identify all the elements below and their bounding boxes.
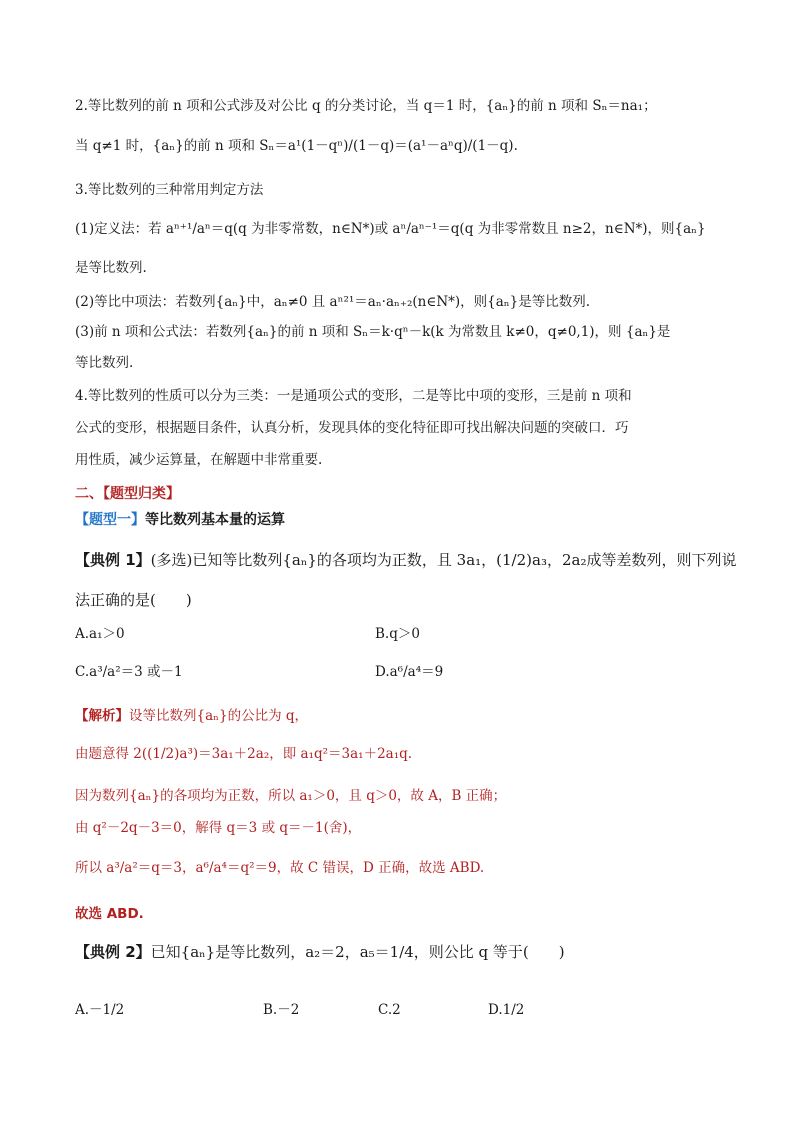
example-1-options-row-1	[75, 624, 724, 644]
example-2-question	[75, 942, 724, 962]
section-heading: 二、【题型归类】	[75, 486, 180, 502]
example-2-text: 已知{aₙ}是等比数列，a₂＝2，a₅＝1/4，则公比 q 等于( )	[150, 943, 565, 961]
topic-tag: 【题型一】	[75, 512, 145, 528]
option-d: D.1/2	[488, 1002, 525, 1018]
solution-line-4: 由 q²－2q－3＝0，解得 q＝3 或 q＝－1(舍)，	[75, 820, 362, 836]
option-c: C.2	[378, 1002, 401, 1018]
text-line: 是等比数列.	[75, 260, 147, 276]
option-c: C.a³/a²＝3 或－1	[75, 664, 183, 680]
example-1-tag: 【典例 1】	[75, 551, 151, 569]
text-line: 4.等比数列的性质可以分为三类：一是通项公式的变形，二是等比中项的变形，三是前 n 项和	[75, 388, 632, 404]
solution-text: 设等比数列{aₙ}的公比为 q，	[129, 708, 308, 724]
example-1-text: (多选)已知等比数列{aₙ}的各项均为正数，且 3a₁，(1/2)a₃，2a₂成等差数列，则下列说	[150, 551, 737, 569]
topic-heading	[75, 510, 724, 530]
text-line: (1)定义法：若 aⁿ⁺¹/aⁿ＝q(q 为非零常数，n∈N*)或 aⁿ/aⁿ⁻¹＝q(q 为非零常数且 n≥2，n∈N*)，则{aₙ}	[75, 221, 706, 237]
text-line: 公式的变形，根据题目条件，认真分析，发现具体的变化特征即可找出解决问题的突破口．巧	[75, 420, 629, 436]
example-2-tag: 【典例 2】	[75, 943, 151, 961]
text-line: 2.等比数列的前 n 项和公式涉及对公比 q 的分类讨论，当 q＝1 时，{aₙ}的前 n 项和 Sₙ＝na₁；	[75, 98, 657, 114]
text-line: (3)前 n 项和公式法：若数列{aₙ}的前 n 项和 Sₙ＝k·qⁿ－k(k 为常数且 k≠0，q≠0,1)，则 {aₙ}是	[75, 324, 671, 340]
solution-line-1	[75, 706, 724, 726]
option-b: B.q＞0	[375, 626, 420, 642]
text-line: (2)等比中项法：若数列{aₙ}中，aₙ≠0 且 aⁿ²¹＝aₙ·aₙ₊₂(n∈N*)，则{aₙ}是等比数列.	[75, 294, 591, 310]
solution-line-5: 所以 a³/a²＝q＝3，a⁶/a⁴＝q²＝9，故 C 错误，D 正确，故选 ABD.	[75, 860, 485, 876]
solution-line-3: 因为数列{aₙ}的各项均为正数，所以 a₁＞0，且 q＞0，故 A，B 正确；	[75, 788, 507, 804]
option-d: D.a⁶/a⁴＝9	[375, 664, 444, 680]
text-line: 当 q≠1 时，{aₙ}的前 n 项和 Sₙ＝a¹(1－qⁿ)/(1－q)＝(a¹－aⁿq)/(1－q).	[75, 138, 518, 154]
text-line: 用性质，减少运算量，在解题中非常重要.	[75, 452, 323, 468]
option-b: B.－2	[263, 1002, 300, 1018]
example-1-options-row-2	[75, 662, 724, 682]
text-line: 等比数列.	[75, 355, 134, 371]
text-line: 3.等比数列的三种常用判定方法	[75, 182, 264, 198]
option-a: A.－1/2	[75, 1002, 125, 1018]
topic-title: 等比数列基本量的运算	[145, 512, 285, 528]
example-1-question	[75, 550, 737, 570]
solution-tag: 【解析】	[75, 708, 129, 724]
example-1-question-cont: 法正确的是( )	[75, 591, 192, 609]
solution-line-2: 由题意得 2((1/2)a³)＝3a₁＋2a₂，即 a₁q²＝3a₁＋2a₁q.	[75, 746, 413, 762]
example-2-options	[75, 1000, 724, 1020]
option-a: A.a₁＞0	[75, 626, 125, 642]
solution-answer: 故选 ABD.	[75, 906, 144, 922]
